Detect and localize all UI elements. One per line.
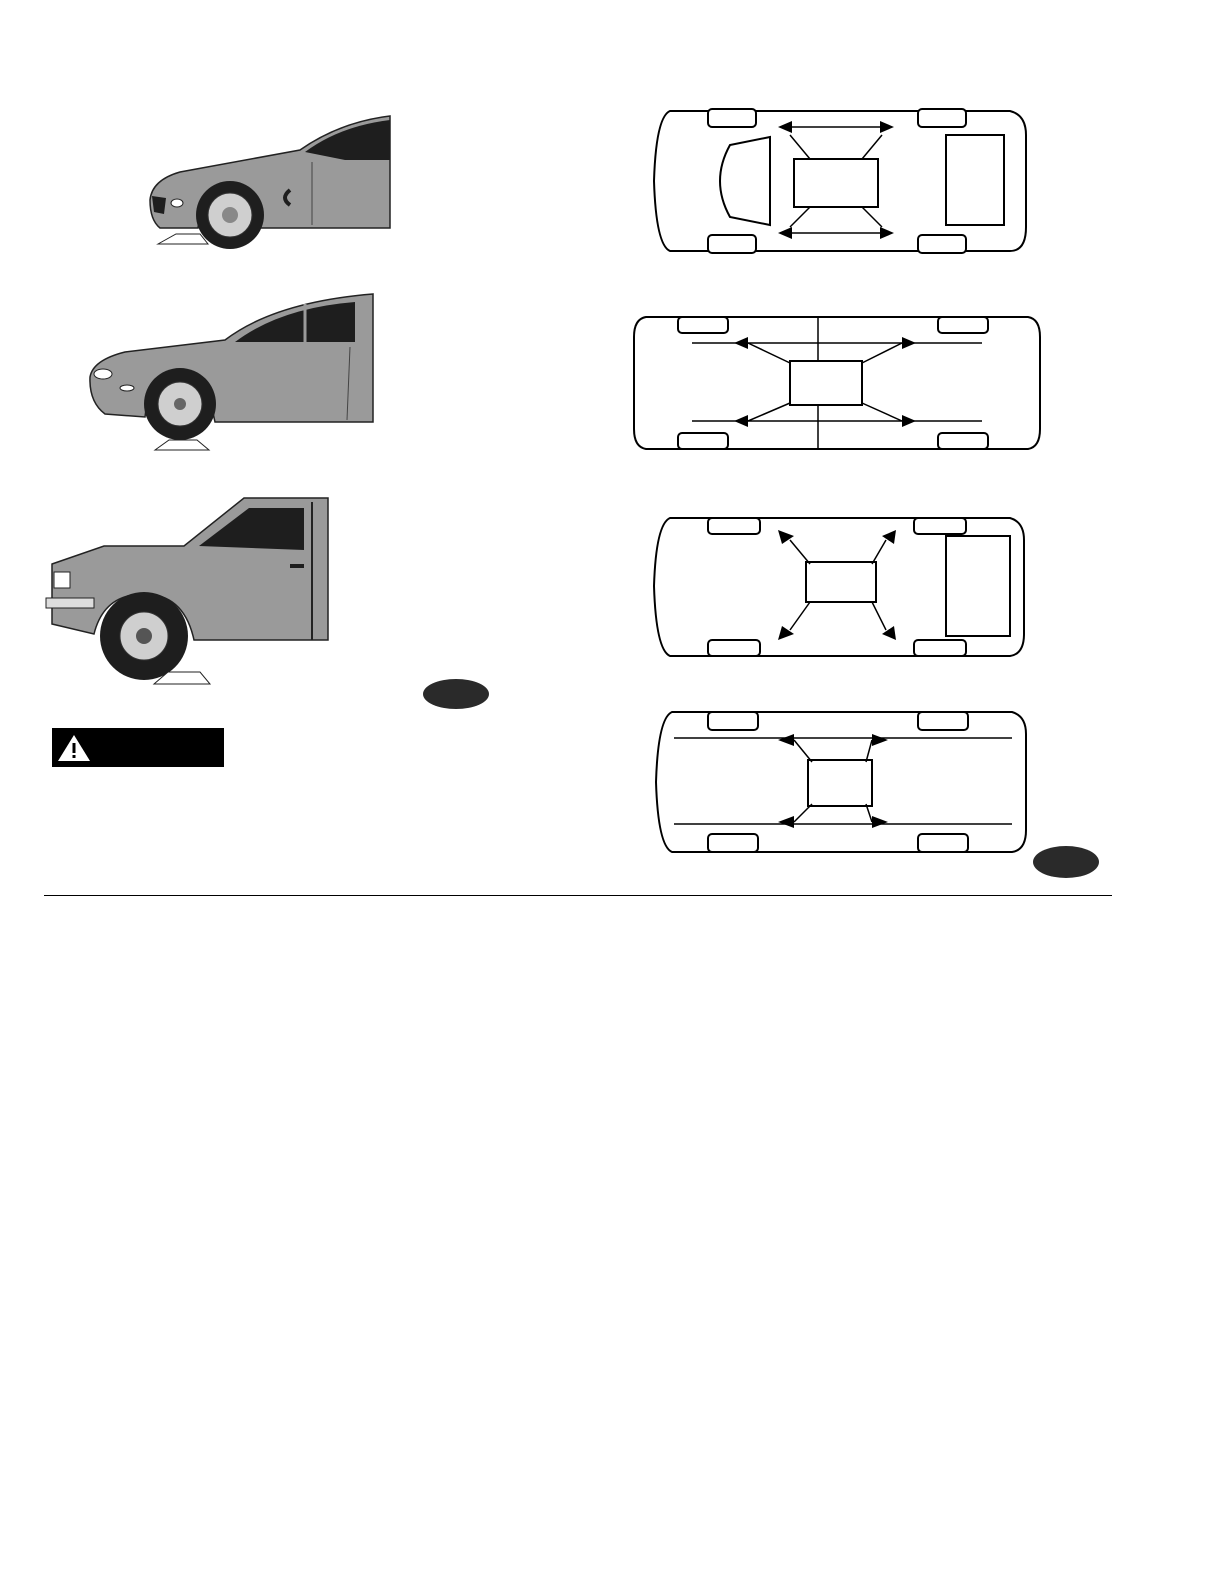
- figure-badge-right: [1033, 846, 1099, 878]
- underbody-diagram-4: [652, 708, 1030, 856]
- pickup-truck-illustration: [44, 494, 334, 686]
- underbody-diagram-2: [632, 313, 1044, 453]
- figure-badge-left: [423, 679, 489, 709]
- warning-triangle-icon: [56, 733, 92, 763]
- underbody-diagram-3: [650, 514, 1028, 660]
- sports-car-illustration: [140, 110, 395, 255]
- section-divider: [44, 895, 1112, 896]
- underbody-diagram-1: [650, 105, 1030, 257]
- sedan-illustration: [85, 292, 380, 452]
